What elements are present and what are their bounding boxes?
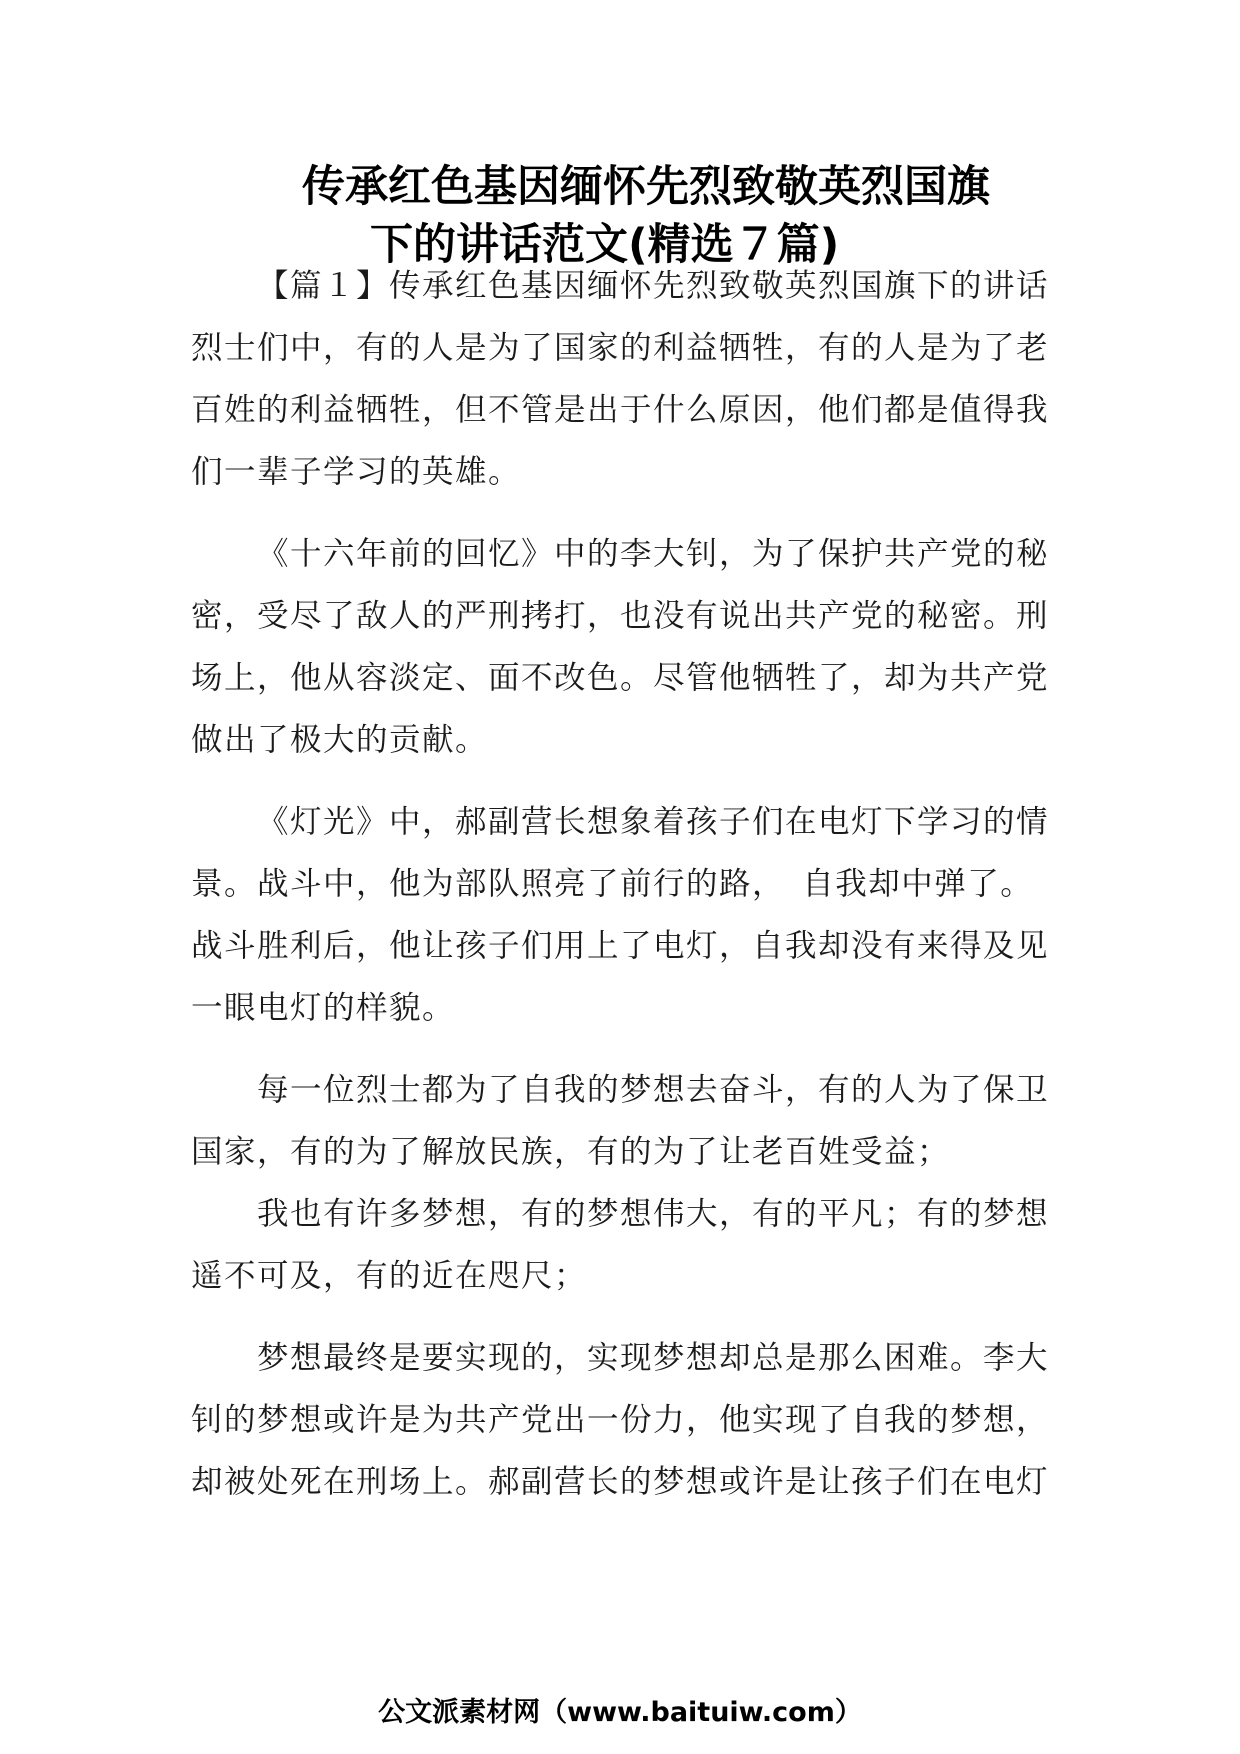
paragraph-6: 梦想最终是要实现的，实现梦想却总是那么困难。李大钊的梦想或许是为共产党出一份力，他实现了自我的梦想，却被处死在刑场上。郝副营长的梦想或许是让孩子们在电灯 bbox=[191, 1340, 1050, 1500]
document-body bbox=[191, 255, 1051, 1533]
title-line-1: 传承红色基因缅怀先烈致敬英烈国旗 bbox=[302, 162, 990, 212]
paragraph-5: 我也有许多梦想，有的梦想伟大，有的平凡；有的梦想遥不可及，有的近在咫尺； bbox=[191, 1196, 1050, 1294]
paragraph-2: 《十六年前的回忆》中的李大钊，为了保护共产党的秘密，受尽了敌人的严刑拷打，也没有说出共产党的秘密。刑场上，他从容淡定、面不改色。尽管他牺牲了，却为共产党做出了极大的贡献。 bbox=[191, 536, 1050, 758]
paragraph-4: 每一位烈士都为了自我的梦想去奋斗，有的人为了保卫国家，有的为了解放民族，有的为了让老百姓受益； bbox=[191, 1072, 1050, 1170]
footer-watermark: 公文派素材网（www.baituiw.com） bbox=[378, 1697, 862, 1728]
paragraph-3: 《灯光》中，郝副营长想象着孩子们在电灯下学习的情景。战斗中，他为部队照亮了前行的路， 自我却中弹了。战斗胜利后，他让孩子们用上了电灯，自我却没有来得及见一眼电灯的样貌。 bbox=[191, 804, 1050, 1026]
paragraph-1: 【篇１】传承红色基因缅怀先烈致敬英烈国旗下的讲话烈士们中，有的人是为了国家的利益牺牲，有的人是为了老百姓的利益牺牲，但不管是出于什么原因，他们都是值得我们一辈子学习的英雄。 bbox=[191, 268, 1050, 490]
title-line-2: 下的讲话范文(精选７篇) bbox=[370, 220, 840, 270]
